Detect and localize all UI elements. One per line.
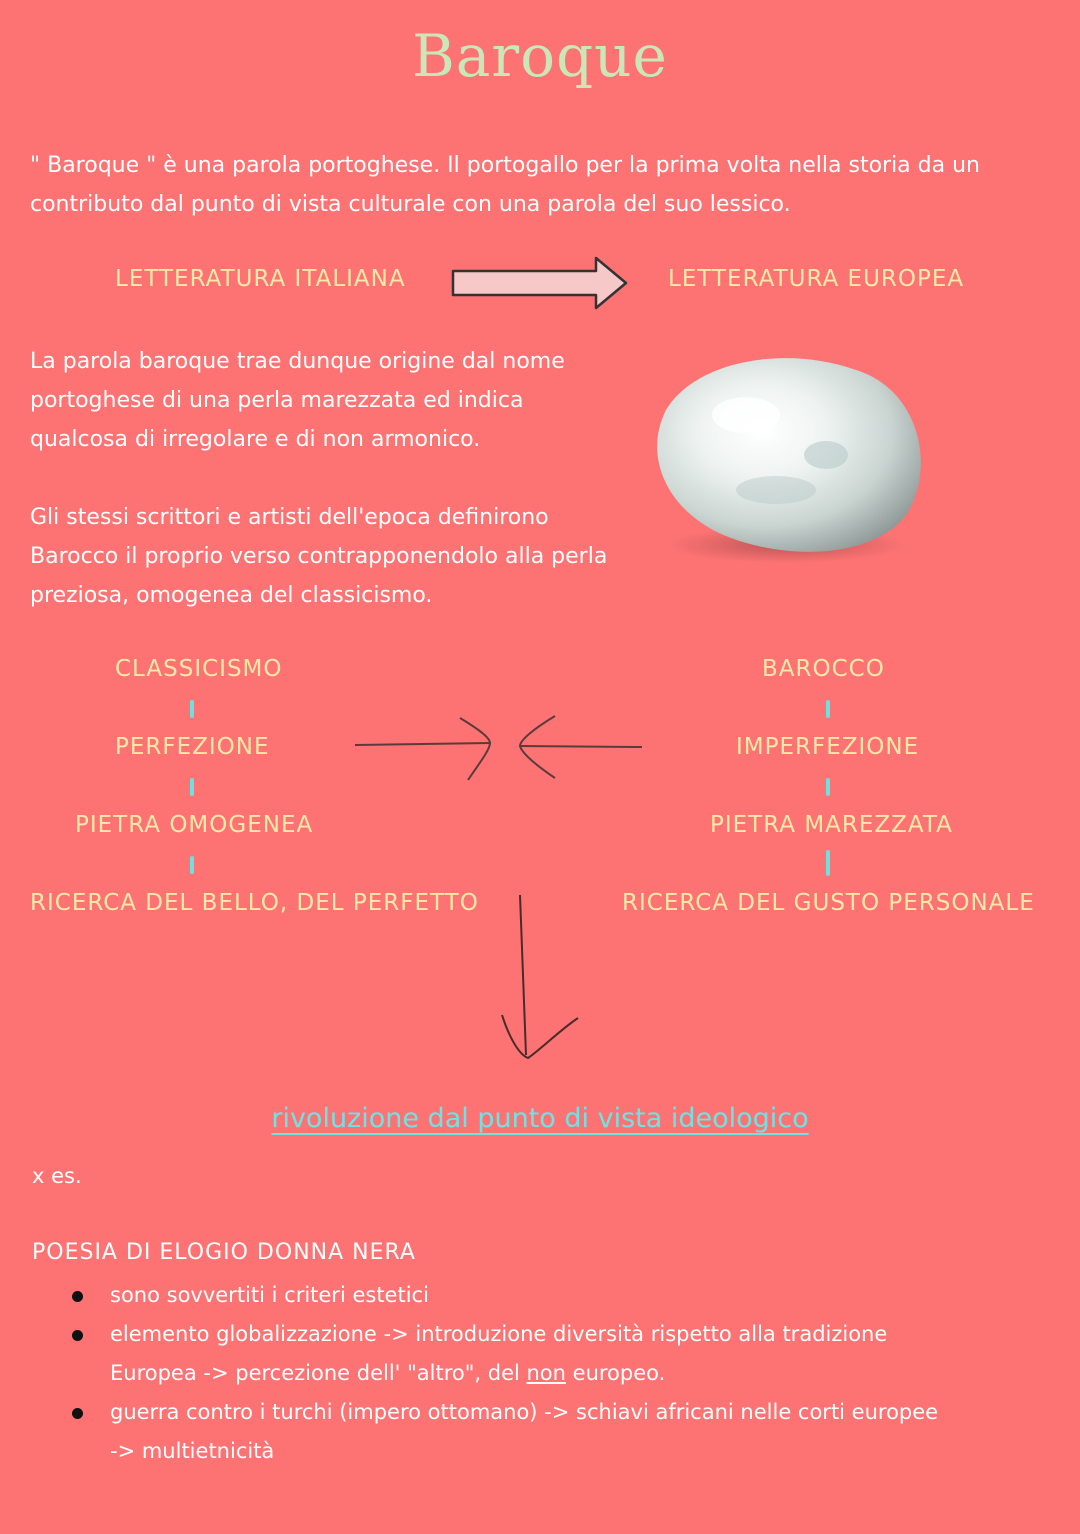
underlined-word: non bbox=[526, 1361, 566, 1385]
conclusion-heading: rivoluzione dal punto di vista ideologico bbox=[271, 1103, 809, 1134]
right-arrow-icon bbox=[450, 254, 632, 312]
connector-bar bbox=[826, 778, 830, 796]
pearl-line-3: qualcosa di irregolare e di non armonico. bbox=[30, 427, 481, 452]
intro-paragraph bbox=[30, 146, 1060, 224]
label-ricerca-bello: RICERCA DEL BELLO, DEL PERFETTO bbox=[30, 890, 479, 916]
bullet-text: sono sovvertiti i criteri estetici bbox=[110, 1283, 429, 1307]
label-imperfezione: IMPERFEZIONE bbox=[736, 734, 920, 760]
connector-bar bbox=[190, 778, 194, 796]
converging-arrows-icon bbox=[350, 710, 650, 790]
bullet-text-continued: -> multietnicità bbox=[110, 1439, 275, 1463]
page-title: Baroque bbox=[412, 22, 668, 90]
connector-bar bbox=[190, 700, 194, 718]
baroque-pearl-image bbox=[636, 340, 936, 570]
bullet-text: guerra contro i turchi (impero ottomano) -> schiavi africani nelle corti europee bbox=[110, 1400, 939, 1424]
label-barocco: BAROCCO bbox=[762, 656, 885, 682]
down-arrow-icon bbox=[490, 890, 590, 1070]
label-pietra-marezzata: PIETRA MAREZZATA bbox=[710, 812, 953, 838]
writers-paragraph bbox=[30, 498, 670, 615]
text-part: europeo. bbox=[565, 1361, 666, 1385]
label-italian-literature: LETTERATURA ITALIANA bbox=[115, 266, 406, 292]
list-item bbox=[72, 1276, 1052, 1315]
label-european-literature: LETTERATURA EUROPEA bbox=[668, 266, 965, 292]
label-pietra-omogenea: PIETRA OMOGENEA bbox=[75, 812, 314, 838]
connector-bar bbox=[826, 850, 830, 876]
connector-bar bbox=[826, 700, 830, 718]
example-label: x es. bbox=[32, 1164, 82, 1188]
writers-line-3: preziosa, omogenea del classicismo. bbox=[30, 583, 433, 608]
label-perfezione: PERFEZIONE bbox=[115, 734, 270, 760]
list-item bbox=[72, 1393, 1052, 1471]
label-classicismo: CLASSICISMO bbox=[115, 656, 283, 682]
label-ricerca-gusto: RICERCA DEL GUSTO PERSONALE bbox=[622, 890, 1035, 916]
intro-line-2: contributo dal punto di vista culturale con una parola del suo lessico. bbox=[30, 192, 791, 217]
connector-bar bbox=[190, 856, 194, 874]
pearl-line-2: portoghese di una perla marezzata ed indica bbox=[30, 388, 524, 413]
bullet-icon bbox=[72, 1330, 83, 1341]
list-item bbox=[72, 1315, 1052, 1393]
pearl-origin-paragraph bbox=[30, 342, 630, 459]
bullet-icon bbox=[72, 1291, 83, 1302]
bullet-list bbox=[72, 1276, 1052, 1471]
writers-line-2: Barocco il proprio verso contrapponendolo alla perla bbox=[30, 544, 608, 569]
pearl-line-1: La parola baroque trae dunque origine dal nome bbox=[30, 349, 565, 374]
writers-line-1: Gli stessi scrittori e artisti dell'epoca definirono bbox=[30, 505, 549, 530]
text-part: Europea -> percezione dell' "altro", del bbox=[110, 1361, 527, 1385]
bullet-icon bbox=[72, 1408, 83, 1419]
bullet-text-continued bbox=[110, 1354, 1052, 1393]
bullet-text: elemento globalizzazione -> introduzione diversità rispetto alla tradizione bbox=[110, 1322, 888, 1346]
intro-line-1: " Baroque " è una parola portoghese. Il portogallo per la prima volta nella storia da un bbox=[30, 153, 980, 178]
poem-title: POESIA DI ELOGIO DONNA NERA bbox=[32, 1240, 416, 1265]
